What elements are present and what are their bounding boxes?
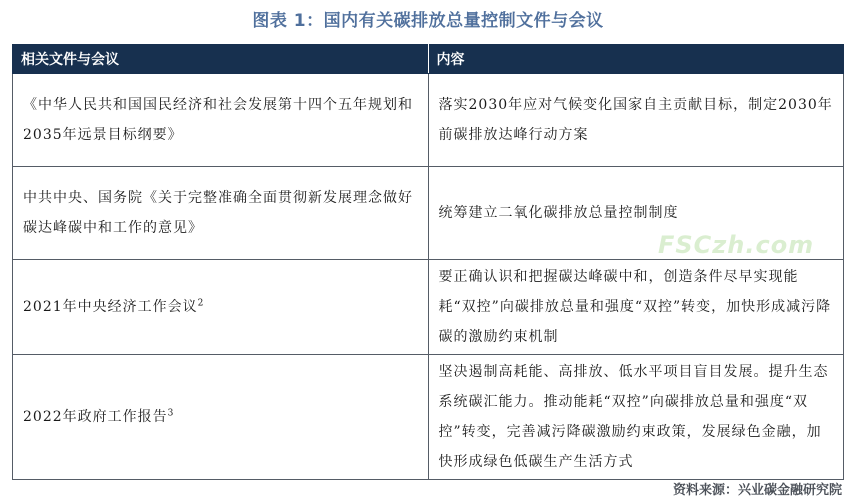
footnote-marker: 3	[167, 408, 175, 419]
table-row	[13, 355, 844, 480]
table-row	[13, 74, 844, 167]
document-cell	[13, 260, 429, 355]
document-text: 《中华人民共和国国民经济和社会发展第十四个五年规划和2035年远景目标纲要》	[23, 97, 413, 143]
content-cell: 坚决遏制高耗能、高排放、低水平项目盲目发展。提升生态系统碳汇能力。推动能耗“双控”向碳排放总量和强度“双控”转变，完善减污降碳激励约束政策，发展绿色金融，加快形成绿色低碳生产生活方式	[428, 355, 844, 480]
document-text: 2022年政府工作报告	[23, 409, 168, 425]
document-cell	[13, 74, 429, 167]
footnote-marker: 2	[197, 298, 205, 309]
content-cell: 统筹建立二氧化碳排放总量控制制度	[428, 167, 844, 260]
document-text: 2021年中央经济工作会议	[23, 299, 198, 315]
watermark: FSCzh.com	[658, 231, 815, 259]
policy-table	[12, 44, 844, 480]
content-cell: 要正确认识和把握碳达峰碳中和，创造条件尽早实现能耗“双控”向碳排放总量和强度“双控”转变，加快形成减污降碳的激励约束机制	[428, 260, 844, 355]
table-header-row	[13, 45, 844, 74]
header-content: 内容	[428, 45, 844, 74]
table-row	[13, 260, 844, 355]
source-note: 资料来源：兴业碳金融研究院	[672, 483, 842, 498]
header-documents: 相关文件与会议	[13, 45, 429, 74]
figure-title: 图表 1：国内有关碳排放总量控制文件与会议	[252, 11, 604, 31]
document-cell	[13, 355, 429, 480]
document-text: 中共中央、国务院《关于完整准确全面贯彻新发展理念做好碳达峰碳中和工作的意见》	[23, 190, 413, 236]
content-cell: 落实2030年应对气候变化国家自主贡献目标，制定2030年前碳排放达峰行动方案	[428, 74, 844, 167]
document-cell	[13, 167, 429, 260]
